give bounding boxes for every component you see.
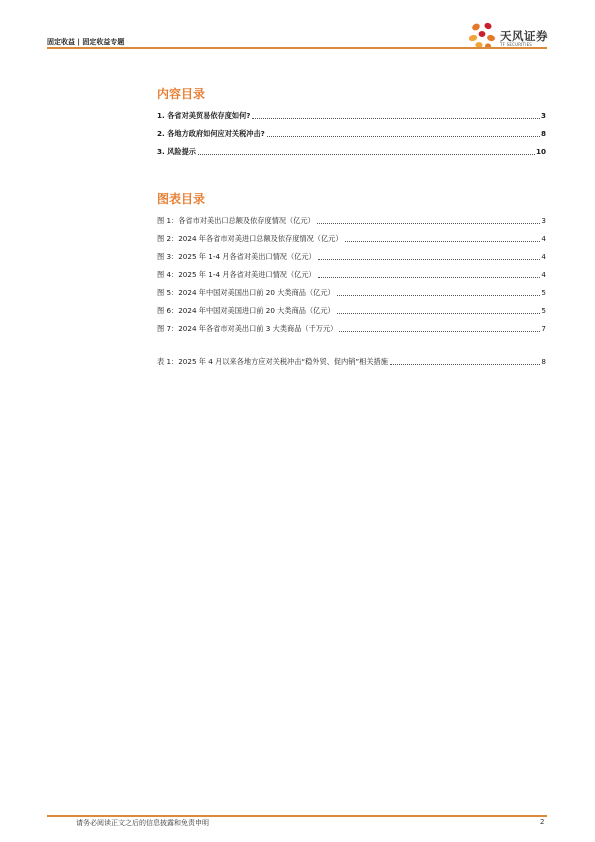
logo-text-cn: 天风证券	[500, 29, 548, 43]
table-entry-page: 8	[541, 357, 546, 366]
figure-entry-text: 图 4：2025 年 1-4 月各省对美进口情况（亿元）	[157, 270, 316, 279]
figure-entry-page: 5	[541, 288, 546, 297]
toc-entry-text: 1. 各省对美贸易依存度如何?	[157, 111, 251, 120]
figure-entry[interactable]	[157, 250, 546, 262]
footer-page-number: 2	[540, 818, 545, 826]
footer-rule	[47, 815, 547, 817]
dot-leader	[337, 294, 541, 296]
logo-text-en: TF SECURITIES	[500, 42, 533, 47]
dot-leader	[390, 363, 541, 365]
figures-title: 图表目录	[157, 192, 206, 206]
dot-leader	[267, 135, 540, 137]
dot-leader	[339, 330, 540, 332]
figure-entry-text: 图 3：2025 年 1-4 月各省对美出口情况（亿元）	[157, 252, 316, 261]
table-entry[interactable]	[157, 355, 546, 367]
figure-entry[interactable]	[157, 232, 546, 244]
toc-entry[interactable]	[157, 127, 546, 139]
toc-entry-text: 3. 风险提示	[157, 147, 196, 156]
figure-entry-page: 4	[541, 252, 546, 261]
figure-entry-page: 7	[541, 324, 546, 333]
toc-entry[interactable]	[157, 109, 546, 121]
footer-disclaimer: 请务必阅读正文之后的信息披露和免责申明	[76, 819, 209, 827]
figure-entry-text: 图 1：各省市对美出口总额及依存度情况（亿元）	[157, 216, 315, 225]
figure-entry-text: 图 5：2024 年中国对美国出口前 20 大类商品（亿元）	[157, 288, 335, 297]
dot-leader	[198, 153, 535, 155]
figure-entry-page: 5	[541, 306, 546, 315]
figure-entry[interactable]	[157, 304, 546, 316]
dot-leader	[337, 312, 541, 314]
dot-leader	[317, 222, 541, 224]
company-logo	[467, 22, 557, 50]
figure-entry-text: 图 2：2024 年各省市对美进口总额及依存度情况（亿元）	[157, 234, 343, 243]
dot-leader	[318, 258, 541, 260]
figure-entry-page: 4	[541, 234, 546, 243]
figure-entry-text: 图 6：2024 年中国对美国进口前 20 大类商品（亿元）	[157, 306, 335, 315]
toc-entry-text: 2. 各地方政府如何应对关税冲击?	[157, 129, 265, 138]
figure-entry[interactable]	[157, 286, 546, 298]
toc-entry-page: 8	[540, 129, 546, 138]
dot-leader	[345, 240, 541, 242]
contents-title: 内容目录	[157, 87, 206, 101]
toc-entry[interactable]	[157, 145, 546, 157]
toc-entry-page: 10	[535, 147, 546, 156]
logo-mark-icon	[467, 22, 499, 50]
figure-entry-page: 3	[541, 216, 546, 225]
figure-entry-page: 4	[541, 270, 546, 279]
dot-leader	[318, 276, 541, 278]
figure-entry[interactable]	[157, 214, 546, 226]
figure-entry[interactable]	[157, 322, 546, 334]
toc-entry-page: 3	[540, 111, 546, 120]
figure-entry-text: 图 7：2024 年各省市对美出口前 3 大类商品（千万元）	[157, 324, 338, 333]
dot-leader	[252, 117, 540, 119]
header-rule	[47, 47, 547, 49]
figure-entry[interactable]	[157, 268, 546, 280]
header-label: 固定收益 | 固定收益专题	[47, 38, 125, 46]
table-entry-text: 表 1：2025 年 4 月以来各地方应对关税冲击“稳外贸、促内销”相关措施	[157, 357, 388, 366]
